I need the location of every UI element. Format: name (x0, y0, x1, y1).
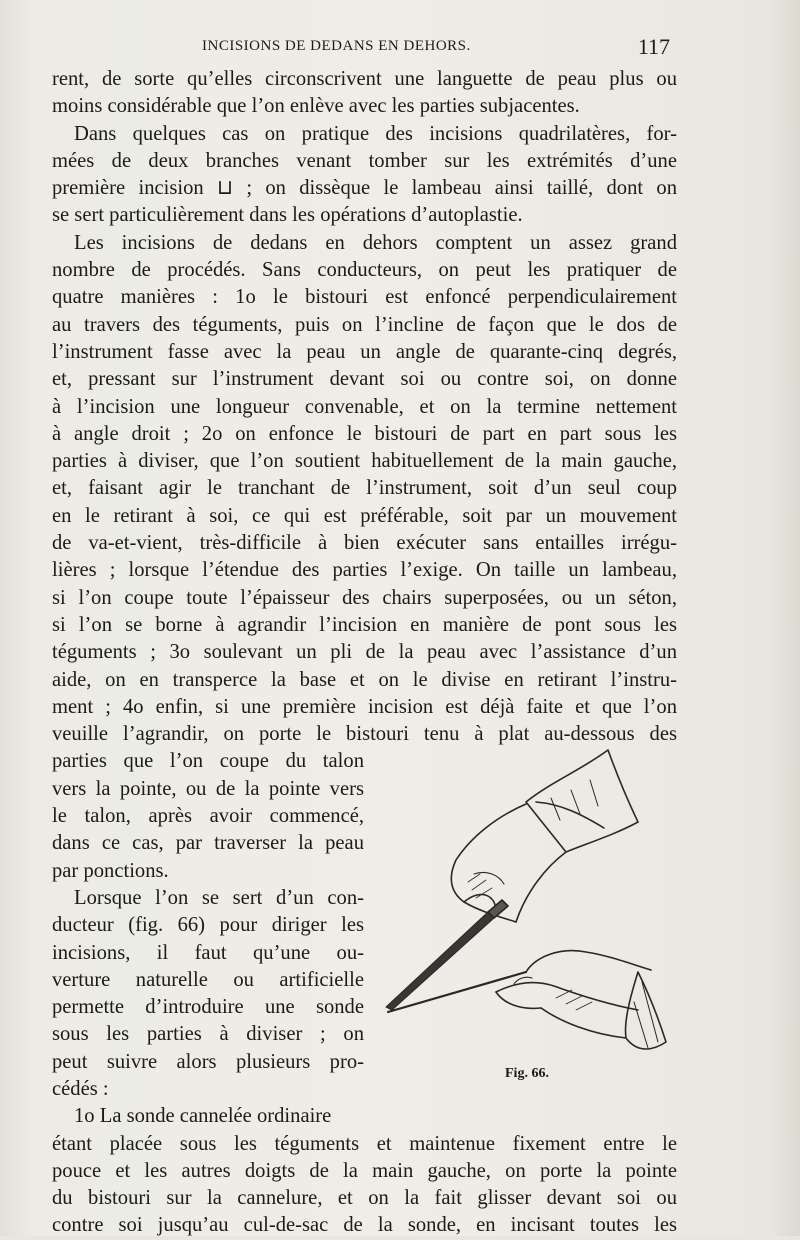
text-line: Les incisions de dedans en dehors comptent un assez grand (74, 231, 677, 254)
text-line: première incision ⊔ ; on dissèque le lambeau ainsi taillé, dont on (52, 177, 677, 200)
text-line: en le retirant à soi, ce qui est préférable, soit par un mouvement (52, 504, 677, 527)
text-line: 1o La sonde cannelée ordinaire (74, 1105, 332, 1128)
text-line: lières ; lorsque l’étendue des parties l’exige. On taille un lambeau, (52, 559, 677, 582)
text-line: au travers des téguments, puis on l’incline de façon que le dos de (52, 313, 677, 336)
text-line: parties à diviser, que l’on soutient habituellement de la main gauche, (52, 450, 677, 473)
text-line: parties que l’on coupe du talon (52, 750, 364, 773)
text-line: l’instrument fasse avec la peau un angle de quarante-cinq degrés, (52, 340, 677, 363)
text-line: incisions, il faut qu’une ou- (52, 941, 364, 964)
text-line: Dans quelques cas on pratique des incisions quadrilatères, for- (74, 122, 677, 145)
text-line: quatre manières : 1o le bistouri est enfoncé perpendiculairement (52, 286, 677, 309)
text-line: sous les parties à diviser ; on (52, 1023, 364, 1046)
text-line: verture naturelle ou artificielle (52, 968, 364, 991)
text-line: nombre de procédés. Sans conducteurs, on peut les pratiquer de (52, 259, 677, 282)
page-header (52, 36, 668, 60)
hands-scalpel-drawing (376, 742, 672, 1072)
text-line: ment ; 4o enfin, si une première incision est déjà faite et que l’on (52, 695, 677, 718)
text-line: si l’on se borne à agrandir l’incision en manière de pont sous les (52, 613, 677, 636)
text-line: si l’on coupe toute l’épaisseur des chairs superposées, ou un séton, (52, 586, 677, 609)
text-line: veuille l’agrandir, on porte le bistouri tenu à plat au-dessous des (52, 723, 677, 746)
text-line: à angle droit ; 2o on enfonce le bistouri de part en part sous les (52, 422, 677, 445)
text-line: ducteur (fig. 66) pour diriger les (52, 914, 364, 937)
running-title: INCISIONS DE DEDANS EN DEHORS. (202, 38, 471, 54)
text-line: et, faisant agir le tranchant de l’instrument, soit d’un seul coup (52, 477, 677, 500)
text-line: de va-et-vient, très-difficile à bien exécuter sans entailles irrégu- (52, 532, 677, 555)
text-line: moins considérable que l’on enlève avec les parties subjacentes. (52, 95, 580, 118)
text-line: et, pressant sur l’instrument devant soi ou contre soi, on donne (52, 368, 677, 391)
text-line: mées de deux branches venant tomber sur les extrémités d’une (52, 149, 677, 172)
text-line: le talon, après avoir commencé, (52, 805, 364, 828)
text-line: permette d’introduire une sonde (52, 996, 364, 1019)
text-line: rent, de sorte qu’elles circonscrivent une languette de peau plus ou (52, 68, 677, 90)
text-line: téguments ; 3o soulevant un pli de la peau avec l’assistance d’un (52, 641, 677, 664)
text-line: pouce et les autres doigts de la main gauche, on porte la pointe (52, 1159, 677, 1182)
text-line: aide, on en transperce la base et on le divise en retirant l’instru- (52, 668, 677, 691)
text-line: du bistouri sur la cannelure, et on la fait glisser devant soi ou (52, 1187, 677, 1210)
text-line: se sert particulièrement dans les opérations d’autoplastie. (52, 204, 523, 227)
text-line: à l’incision une longueur convenable, et on la termine nettement (52, 395, 677, 418)
text-line: étant placée sous les téguments et maintenue fixement entre le (52, 1132, 677, 1155)
text-line: contre soi jusqu’au cul-de-sac de la sonde, en incisant toutes les (52, 1214, 677, 1237)
text-line: peut suivre alors plusieurs pro- (52, 1050, 364, 1073)
figure-caption: Fig. 66. (505, 1066, 549, 1081)
text-line: dans ce cas, par traverser la peau (52, 832, 364, 855)
text-line: Lorsque l’on se sert d’un con- (74, 886, 364, 909)
text-line: vers la pointe, ou de la pointe vers (52, 777, 364, 800)
figure-66-illustration (376, 742, 672, 1072)
text-line: cédés : (52, 1077, 109, 1100)
text-line: par ponctions. (52, 859, 169, 882)
page-number: 117 (637, 34, 670, 59)
